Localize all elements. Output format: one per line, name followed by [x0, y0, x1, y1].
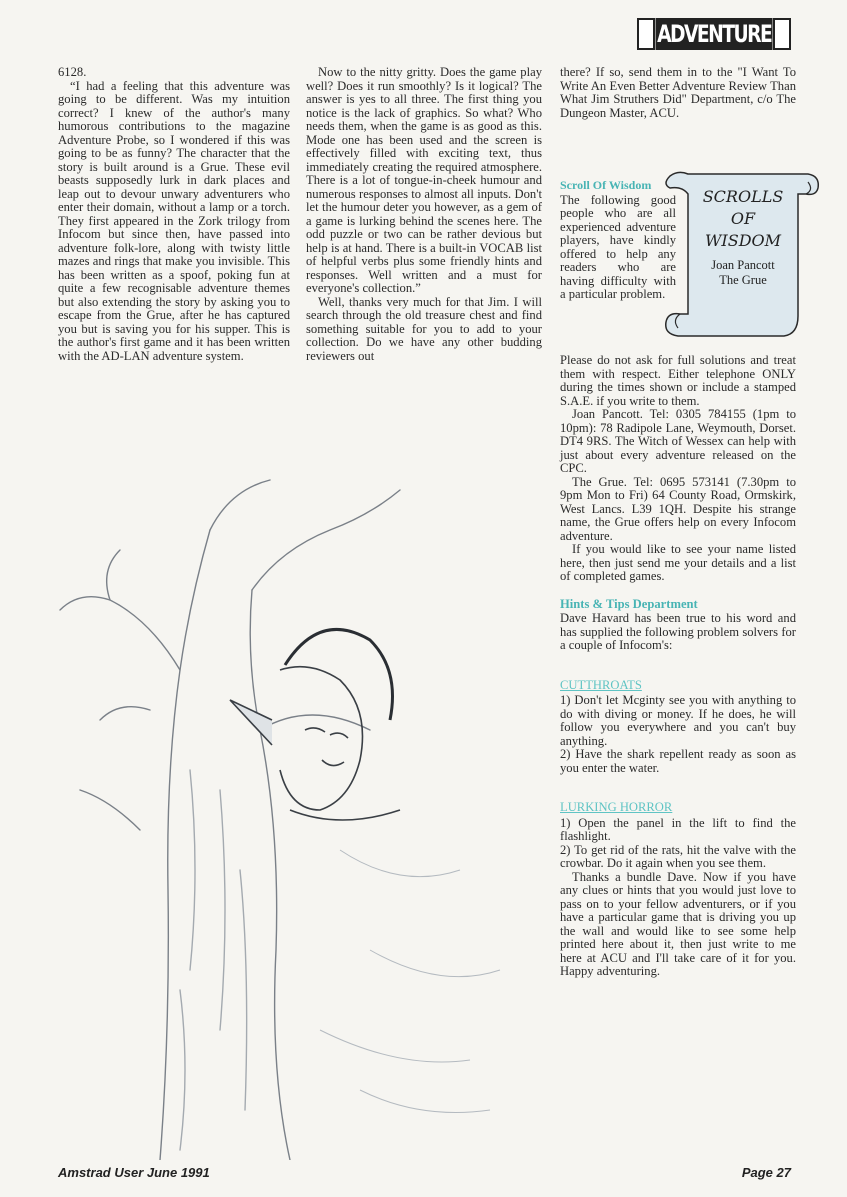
section-title: ADVENTURE — [656, 20, 771, 48]
paragraph: 1) Don't let Mcginty see you with anything to do with diving or money. If he does, he will follow you everywhere and you can't buy anything. — [560, 693, 796, 748]
column-3-body — [560, 354, 796, 979]
paragraph: Well, thanks very much for that Jim. I will search through the old treasure chest and find something suitable for you to add to your collection. Do we have any other budding reviewers out — [306, 294, 542, 363]
paragraph: If you would like to see your name listed here, then just send me your details and a list of completed games. — [560, 542, 796, 583]
section-header — [637, 18, 791, 50]
paragraph: 6128. — [58, 65, 87, 79]
scroll-of-wisdom-box — [648, 166, 828, 346]
paragraph: The following good people who are all experienced adventure players, have kindly offered to help any readers who are having difficulty with a particular problem. — [560, 192, 676, 301]
column-2 — [306, 66, 542, 363]
paragraph: there? If so, send them in to the "I Want To Write An Even Better Adventure Review Than What Jim Struthers Did" Department, c/o The Dungeon Master, ACU. — [560, 65, 796, 120]
spacer — [560, 653, 796, 679]
hints-tips-heading: Hints & Tips Department — [560, 596, 698, 611]
paragraph: Joan Pancott. Tel: 0305 784155 (1pm to 10pm): 78 Radipole Lane, Weymouth, Dorset. DT4 9RS. The Witch of Wessex can help with just about every adventure released on the CPC. — [560, 407, 796, 475]
header-right-box — [773, 18, 791, 50]
footer-page-number: Page 27 — [741, 1165, 791, 1180]
grue-tree-sketch — [40, 470, 560, 1160]
paragraph: 1) Open the panel in the lift to find the flashlight. — [560, 815, 796, 843]
paragraph: Dave Havard has been true to his word and has supplied the following problem solvers for a couple of Infocom's: — [560, 611, 796, 652]
spacer — [560, 584, 796, 598]
cutthroats-heading: CUTTHROATS — [560, 677, 642, 692]
scroll-of-wisdom-heading: Scroll Of Wisdom — [560, 178, 652, 192]
paragraph: 2) Have the shark repellent ready as soon as you enter the water. — [560, 747, 796, 775]
paragraph: 2) To get rid of the rats, hit the valve with the crowbar. Do it again when you see them. — [560, 842, 796, 870]
header-left-box — [637, 18, 655, 50]
scroll-names: Joan Pancott The Grue — [711, 258, 775, 287]
paragraph: Now to the nitty gritty. Does the game play well? Does it run smoothly? Is it logical? The answer is yes to all three. The first thing you notice is the lack of graphics. So what? Who needs them, when the game is as good as this. Mode one has been used and the screen is effectively filled with exciting text, thus immediately creating the required atmosphere. There is a lot of tongue-in-cheek humour and numerous responses to almost all inputs. Don't let the humour deter you however, as a gem of a game is lurking behind the scenes here. The odd puzzle or two can be rather devious but help is at hand. There is a built-in VOCAB list of helpful verbs plus some friendly hints and responses. Well written and a must for everyone's collection.” — [306, 65, 542, 295]
spacer — [560, 775, 796, 801]
lurking-horror-heading: LURKING HORROR — [560, 800, 673, 814]
column-1 — [58, 66, 290, 363]
paragraph: Thanks a bundle Dave. Now if you have any clues or hints that you would just love to pass on to your fellow adventurers, or if you have a particular game that is driving you up the wall and would like to see some help printed here about it, then just write to me here at ACU and I'll take care of it for you. Happy adventuring. — [560, 869, 796, 978]
paragraph: The Grue. Tel: 0695 573141 (7.30pm to 9pm Mon to Fri) 64 County Road, Ormskirk, West Lancs. L39 1QH. Despite his strange name, the Grue offers help on every Infocom adventure. — [560, 474, 796, 543]
footer-publication: Amstrad User June 1991 — [58, 1165, 210, 1180]
grue-illustration-icon — [40, 470, 560, 1160]
column-3-top — [560, 66, 796, 120]
paragraph: Please do not ask for full solutions and treat them with respect. Either telephone ONLY during the times shown or include a stamped S.A.E. if you write to them. — [560, 353, 796, 408]
scroll-title: SCROLLS OF WISDOM — [702, 187, 784, 250]
paragraph: “I had a feeling that this adventure was going to be different. Was my intuition correct? I knew of the author's many humorous contributions to the magazine Adventure Probe, so I wondered if this was going to be as funny? The character that the story is built around is a Grue. These evil beasts supposedly lurk in dark places and leap out to devour unwary adventurers who enter their domain, without a lamp or a torch. They first appeared in the Zork trilogy from Infocom but since then, have passed into adventure folk-lore, along with twisty little mazes and rings that make you invisible. This has been written as a spoof, poking fun at quite a few recognisable adventure themes but also extending the story by asking you to escape from the Grue, after he has captured you but is saving you for his supper. This is the author's first game and it has been written with the AD-LAN adventure system. — [58, 78, 290, 363]
